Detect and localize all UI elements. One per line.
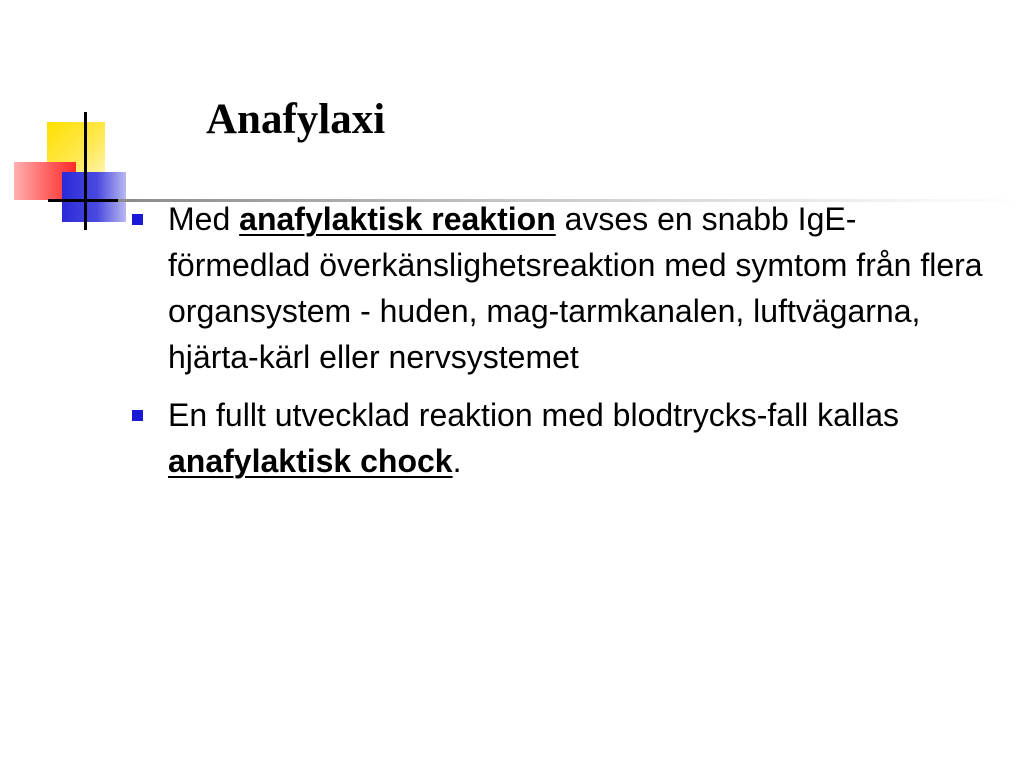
vertical-line bbox=[84, 112, 87, 230]
horizontal-line bbox=[48, 199, 118, 202]
bullet-item bbox=[128, 196, 998, 380]
bullet-list bbox=[128, 196, 998, 484]
blue-square bbox=[62, 172, 126, 222]
square-bullet-icon bbox=[132, 410, 143, 421]
square-bullet-icon bbox=[132, 214, 143, 225]
bullet-text-prefix: Med bbox=[168, 201, 240, 237]
bullet-text-suffix: avses en snabb IgE-förmedlad överkänslighetsreaktion med symtom från flera organsystem - huden, mag-tarmkanalen, luftvägarna, hjärta-kärl eller nervsystemet bbox=[168, 201, 983, 375]
bullet-item bbox=[128, 392, 998, 484]
bullet-text-suffix: . bbox=[452, 443, 462, 479]
bullet-text-prefix: En fullt utvecklad reaktion med blodtrycks-fall kallas bbox=[168, 397, 899, 433]
bullet-term: anafylaktisk reaktion bbox=[239, 201, 556, 237]
slide-title: Anafylaxi bbox=[206, 96, 386, 143]
bullet-term: anafylaktisk chock bbox=[168, 443, 453, 479]
